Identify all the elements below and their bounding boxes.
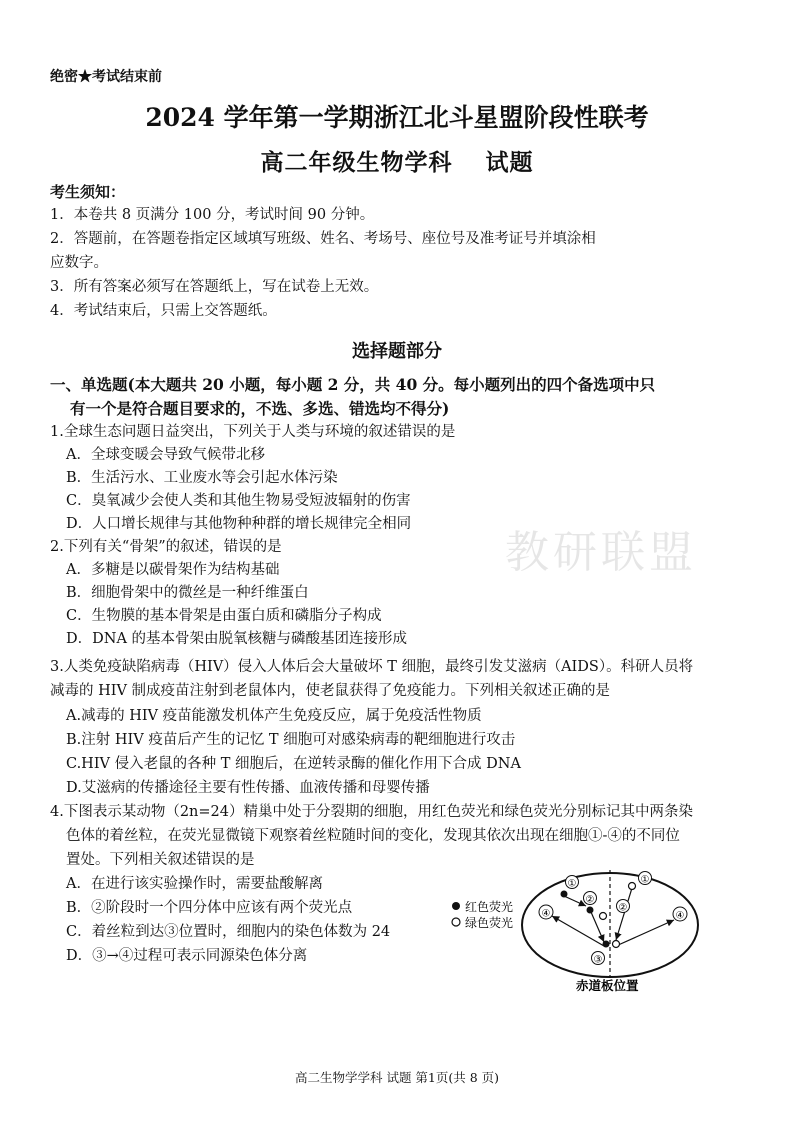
question-4-option-d: D．③→④过程可表示同源染色体分离	[66, 948, 308, 964]
question-1-option-b: B．生活污水、工业废水等会引起水体污染	[66, 470, 338, 486]
exam-subtitle: 高二年级生物学科 试题	[260, 149, 534, 176]
notice-line: 2．答题前，在答题卷指定区域填写班级、姓名、考场号、座位号及准考证号并填涂相	[50, 231, 596, 247]
cell-division-figure	[440, 868, 740, 998]
stage-label-4: ④	[675, 910, 685, 922]
question-4-stem: 置处。下列相关叙述错误的是	[66, 852, 255, 868]
question-4-option-b: B．②阶段时一个四分体中应该有两个荧光点	[66, 900, 353, 916]
green-fluorescence-dot	[613, 941, 620, 948]
question-3-option-b: B.注射 HIV 疫苗后产生的记忆 T 细胞可对感染病毒的靶细胞进行攻击	[66, 732, 516, 748]
red-fluorescence-dot	[587, 907, 594, 914]
exam-title: 2024 学年第一学期浙江北斗星盟阶段性联考	[145, 103, 649, 132]
green-fluorescence-legend-dot	[452, 918, 460, 926]
green-fluorescence-dot	[629, 883, 636, 890]
secret-label: 绝密★考试结束前	[50, 69, 162, 85]
stage-label-2: ②	[585, 894, 595, 906]
stage-label-2: ②	[618, 902, 628, 914]
section-title: 选择题部分	[352, 341, 442, 362]
page-footer: 高二生物学学科 试题 第1页(共 8 页)	[294, 1070, 500, 1085]
question-2-option-d: D．DNA 的基本骨架由脱氧核糖与磷酸基团连接形成	[66, 631, 408, 647]
question-4-stem: 4.下图表示某动物（2n=24）精巢中处于分裂期的细胞，用红色荧光和绿色荧光分别标记其中两条染	[50, 804, 693, 820]
notice-line: 3．所有答案必须写在答题纸上，写在试卷上无效。	[50, 279, 379, 295]
question-1-option-d: D．人口增长规律与其他物种种群的增长规律完全相同	[66, 516, 412, 532]
question-3-option-c: C.HIV 侵入老鼠的各种 T 细胞后，在逆转录酶的催化作用下合成 DNA	[66, 756, 521, 772]
stage-label-3: ③	[593, 954, 603, 966]
question-1-option-a: A．全球变暖会导致气候带北移	[66, 447, 265, 463]
stage-label-4: ④	[541, 908, 551, 920]
question-3-stem: 3.人类免疫缺陷病毒（HIV）侵入人体后会大量破坏 T 细胞，最终引发艾滋病（AIDS）。科研人员将	[50, 659, 694, 675]
question-1-stem: 1.全球生态问题日益突出，下列关于人类与环境的叙述错误的是	[50, 424, 456, 440]
question-3-option-a: A.减毒的 HIV 疫苗能激发机体产生免疫反应，属于免疫活性物质	[66, 708, 482, 724]
figure-caption: 赤道板位置	[576, 978, 639, 993]
red-fluorescence-dot	[561, 891, 568, 898]
green-fluorescence-dot	[600, 913, 607, 920]
stage-label-1: ①	[567, 878, 577, 890]
part-heading-line: 有一个是符合题目要求的，不选、多选、错选均不得分)	[70, 399, 450, 418]
notice-line: 1．本卷共 8 页满分 100 分，考试时间 90 分钟。	[50, 207, 375, 223]
question-3-stem: 减毒的 HIV 制成疫苗注射到老鼠体内，使老鼠获得了免疫能力。下列相关叙述正确的是	[50, 683, 611, 699]
stage-label-1: ①	[640, 874, 650, 886]
question-2-option-c: C．生物膜的基本骨架是由蛋白质和磷脂分子构成	[66, 608, 382, 624]
notice-line: 应数字。	[50, 255, 108, 271]
question-4-option-a: A．在进行该实验操作时，需要盐酸解离	[66, 876, 323, 892]
watermark: 教研联盟	[505, 527, 697, 578]
notice-line: 4．考试结束后，只需上交答题纸。	[50, 303, 277, 319]
question-4-stem: 色体的着丝粒，在荧光显微镜下观察着丝粒随时间的变化，发现其依次出现在细胞①-④的不同位	[66, 828, 680, 844]
red-fluorescence-dot	[603, 941, 610, 948]
question-2-stem: 2.下列有关“骨架”的叙述，错误的是	[50, 539, 282, 555]
question-1-option-c: C．臭氧减少会使人类和其他生物易受短波辐射的伤害	[66, 493, 411, 509]
question-2-option-b: B．细胞骨架中的微丝是一种纤维蛋白	[66, 585, 309, 601]
question-4-option-c: C．着丝粒到达③位置时，细胞内的染色体数为 24	[66, 924, 391, 940]
legend-red-text: 红色荧光	[465, 900, 514, 914]
part-heading-line: 一、单选题(本大题共 20 小题，每小题 2 分，共 40 分。每小题列出的四个备选项中只	[50, 375, 656, 394]
red-fluorescence-legend-dot	[452, 902, 460, 910]
question-3-option-d: D.艾滋病的传播途径主要有性传播、血液传播和母婴传播	[66, 780, 430, 796]
notice-heading: 考生须知：	[50, 183, 126, 201]
legend-green-text: 绿色荧光	[465, 916, 514, 930]
question-2-option-a: A．多糖是以碳骨架作为结构基础	[66, 562, 280, 578]
